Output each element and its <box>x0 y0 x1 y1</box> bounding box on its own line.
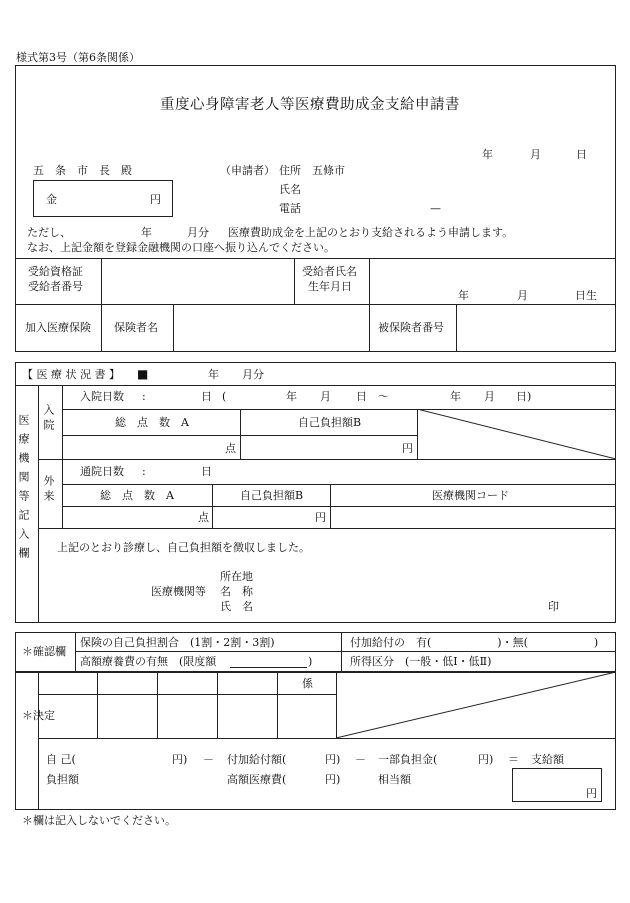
date-month: 月 <box>530 148 541 161</box>
birth-label: 生年月日 <box>308 280 352 293</box>
applicant-role: （申請者） <box>220 164 275 177</box>
institution-code-label: 医療機関コード <box>432 489 509 502</box>
outpatient-yen-unit: 円 <box>315 511 326 524</box>
insurer-label: 保険者名 <box>114 321 158 334</box>
self-burden-label: 自 己( <box>46 753 76 766</box>
inpatient-points-unit: 点 <box>225 442 236 455</box>
inpatient-day-unit: 日 <box>201 390 212 403</box>
inpatient-label: 入院 <box>42 404 55 434</box>
recipient-name-label: 受給者氏名 <box>302 265 357 278</box>
location-label: 所在地 <box>220 570 253 583</box>
insured-no-label: 被保険者番号 <box>378 321 444 334</box>
institution-label: 医療機関等 <box>151 585 206 598</box>
footnote: ＊欄は記入しないでください。 <box>22 814 176 827</box>
equals-sign: ＝ <box>508 753 519 766</box>
inpatient-yen-unit: 円 <box>402 442 413 455</box>
date-day: 日 <box>576 148 587 161</box>
address-value[interactable]: 五條市 <box>312 164 345 177</box>
institution-name-label: 名 称 <box>220 585 253 598</box>
outpatient-days: 通院日数 <box>80 465 124 478</box>
decision-mark: ＊決定 <box>22 709 55 722</box>
partial-burden-label: 一部負担金( <box>378 753 438 766</box>
payment-yen: 円 <box>586 787 597 800</box>
payment-label: 支給額 <box>531 753 564 766</box>
note-prefix: ただし、 <box>27 226 71 239</box>
birth-day: 日生 <box>575 289 597 302</box>
amount-label: 金 <box>46 193 57 206</box>
period-from-year: 年 <box>286 390 297 403</box>
insurance-label: 加入医療保険 <box>25 321 91 334</box>
addressee: 五 条 市 長 殿 <box>33 164 132 177</box>
person-name-label: 氏 名 <box>220 600 253 613</box>
amount-unit: 円 <box>150 193 161 206</box>
minus-2: － <box>355 753 366 766</box>
outpatient-label: 外来 <box>42 475 55 505</box>
period-tilde: ～ <box>378 390 389 403</box>
medical-month: 月分 <box>242 368 264 381</box>
birth-year: 年 <box>458 289 469 302</box>
inpatient-days: 入院日数 <box>80 390 124 403</box>
confirm-benefit: 付加給付の 有( )・無( ) <box>350 636 599 649</box>
period-to-day: 日) <box>516 390 532 403</box>
added-benefit-label: 付加給付額( <box>227 753 287 766</box>
period-from-month: 月 <box>320 390 331 403</box>
confirm-income: 所得区分 (一般・低Ⅰ・低Ⅱ) <box>350 655 492 668</box>
inpatient-self-pay-label: 自己負担額B <box>298 416 362 429</box>
high-medical-yen: 円) <box>325 773 341 786</box>
period-to-year: 年 <box>450 390 461 403</box>
outpatient-day-unit: 日 <box>201 465 212 478</box>
inpatient-colon: : <box>142 390 146 403</box>
medical-year: 年 <box>208 368 219 381</box>
burden-label: 負担額 <box>46 773 79 786</box>
note-line1: 医療費助成金を上記のとおり支給されるよう申請します。 <box>228 226 514 239</box>
phone-label: 電話 <box>279 202 301 215</box>
seal-mark: 印 <box>548 600 559 613</box>
phone-dash: — <box>430 202 441 215</box>
side-label-medical: 医療機関等記入欄 <box>17 414 30 566</box>
equivalent-label: 相当額 <box>378 773 411 786</box>
page-title: 重度心身障害老人等医療費助成金支給申請書 <box>160 97 460 113</box>
period-to-month: 月 <box>484 390 495 403</box>
form-label: 様式第3号（第6条関係） <box>16 51 140 64</box>
medical-header: 【 医 療 状 況 書 】 <box>22 368 120 381</box>
note-month: 月分 <box>187 226 209 239</box>
minus-1: － <box>203 753 214 766</box>
birth-month: 月 <box>517 289 528 302</box>
cert-label-2: 受給者番号 <box>28 280 83 293</box>
address-label: 住所 <box>279 164 301 177</box>
cert-label-1: 受給資格証 <box>28 265 83 278</box>
partial-burden-yen: 円) <box>478 753 494 766</box>
confirm-high-cost: 高額療養費の有無 (限度額 <box>80 655 217 668</box>
certify-text: 上記のとおり診療し、自己負担額を徴収しました。 <box>57 541 310 554</box>
date-year: 年 <box>482 148 493 161</box>
name-label: 氏名 <box>279 183 301 196</box>
outpatient-self-pay-label: 自己負担額B <box>240 489 304 502</box>
decision-diagonal <box>336 672 616 738</box>
added-benefit-yen: 円) <box>325 753 341 766</box>
square-mark: ■ <box>137 367 149 381</box>
inpatient-diagonal <box>417 409 616 459</box>
note-year: 年 <box>141 226 152 239</box>
outpatient-points-unit: 点 <box>198 511 209 524</box>
outpatient-colon: : <box>142 465 146 478</box>
high-medical-label: 高額医療費( <box>227 773 287 786</box>
self-burden-yen: 円) <box>172 753 188 766</box>
period-from-day: 日 <box>356 390 367 403</box>
inpatient-points-label: 総 点 数 A <box>115 416 189 429</box>
confirm-ratio: 保険の自己負担割合 (1割・2割・3割) <box>80 636 275 649</box>
limit-input[interactable] <box>230 667 307 668</box>
confirm-high-cost-close: ) <box>308 655 313 668</box>
staff-label: 係 <box>302 677 313 690</box>
confirm-label: ＊確認欄 <box>22 645 66 658</box>
period-open: ( <box>222 390 227 403</box>
note-line2: なお、上記金額を登録金融機関の口座へ振り込んでください。 <box>27 241 335 254</box>
outpatient-points-label: 総 点 数 A <box>100 489 174 502</box>
